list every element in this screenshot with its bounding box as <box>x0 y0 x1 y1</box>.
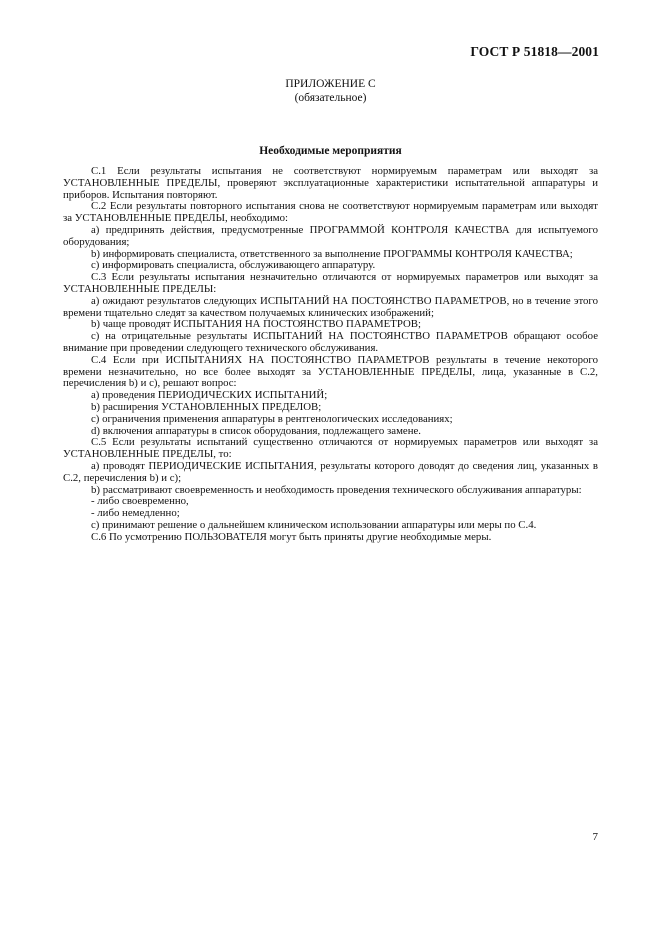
list-item: с) ограничения применения аппаратуры в рентгенологических исследованиях; <box>91 412 453 425</box>
list-item: а) проведения ПЕРИОДИЧЕСКИХ ИСПЫТАНИЙ; <box>91 389 328 402</box>
list-item: b) чаще проводят ИСПЫТАНИЯ НА ПОСТОЯНСТВО ПАРАМЕТРОВ; <box>91 318 421 331</box>
list-item: с) информировать специалиста, обслуживающего аппаратуру. <box>91 259 376 272</box>
list-item: с) на отрицательные результаты ИСПЫТАНИЙ НА ПОСТОЯНСТВО ПАРАМЕТРОВ обращают особое внимание при проведении следующего технического обслуживания. <box>63 330 598 354</box>
section-title: Необходимые мероприятия <box>259 145 402 157</box>
document-header-code: ГОСТ Р 51818—2001 <box>470 44 599 59</box>
appendix-subtitle: (обязательное) <box>294 92 367 104</box>
page-number: 7 <box>592 831 598 843</box>
list-item: а) предпринять действия, предусмотренные ПРОГРАММОЙ КОНТРОЛЯ КАЧЕСТВА для испытуемого оборудования; <box>63 223 598 248</box>
appendix-title: ПРИЛОЖЕНИЕ С <box>285 78 376 90</box>
list-item: с) принимают решение о дальнейшем клиническом использовании аппаратуры или меры по С.4. <box>91 518 537 531</box>
clause-c3: С.3 Если результаты испытания незначительно отличаются от нормируемых параметров или выходят за УСТАНОВЛЕННЫЕ ПРЕДЕЛЫ: <box>63 271 598 295</box>
list-item: b) информировать специалиста, ответственного за выполнение ПРОГРАММЫ КОНТРОЛЯ КАЧЕСТВА; <box>91 247 573 260</box>
clause-c5: С.5 Если результаты испытаний существенно отличаются от нормируемых параметров или выходят за УСТАНОВЛЕННЫЕ ПРЕДЕЛЫ, то: <box>63 436 598 461</box>
list-item: а) ожидают результатов следующих ИСПЫТАНИЙ НА ПОСТОЯНСТВО ПАРАМЕТРОВ, но в течение этого времени тщательно следят за качеством получаемых клинических изображений; <box>63 294 598 319</box>
list-item: b) рассматривают своевременность и необходимость проведения технического обслуживания аппаратуры: <box>91 483 582 496</box>
appendix-heading <box>0 77 661 105</box>
clause-c6: С.6 По усмотрению ПОЛЬЗОВАТЕЛЯ могут быть приняты другие необходимые меры. <box>91 530 492 543</box>
list-item: b) расширения УСТАНОВЛЕННЫХ ПРЕДЕЛОВ; <box>91 400 322 413</box>
clause-c2: С.2 Если результаты повторного испытания снова не соответствуют нормируемым параметрам или выходят за УСТАНОВЛЕННЫЕ ПРЕДЕЛЫ, необходимо: <box>63 200 598 225</box>
list-item: а) проводят ПЕРИОДИЧЕСКИЕ ИСПЫТАНИЯ, результаты которого доводят до сведения лиц, указанных в С.2, перечисления b) и с); <box>63 459 598 484</box>
clause-c1: С.1 Если результаты испытания не соответствуют нормируемым параметрам или выходят за УСТАНОВЛЕННЫЕ ПРЕДЕЛЫ, проверяют эксплуатационные характеристики испытательной аппаратуры и приборов. Испытания повторяют. <box>63 165 598 201</box>
list-item: - либо немедленно; <box>91 507 180 520</box>
list-item: d) включения аппаратуры в список оборудования, подлежащего замене. <box>91 424 421 437</box>
clause-c4: С.4 Если при ИСПЫТАНИЯХ НА ПОСТОЯНСТВО ПАРАМЕТРОВ результаты в течение некоторого времени незначительно, но все более выходят за УСТАНОВЛЕННЫЕ ПРЕДЕЛЫ, лица, указанные в С.2, перечисления b) и с), решают вопрос: <box>63 353 598 390</box>
document-body <box>63 166 598 544</box>
list-item: - либо своевременно, <box>91 495 189 508</box>
